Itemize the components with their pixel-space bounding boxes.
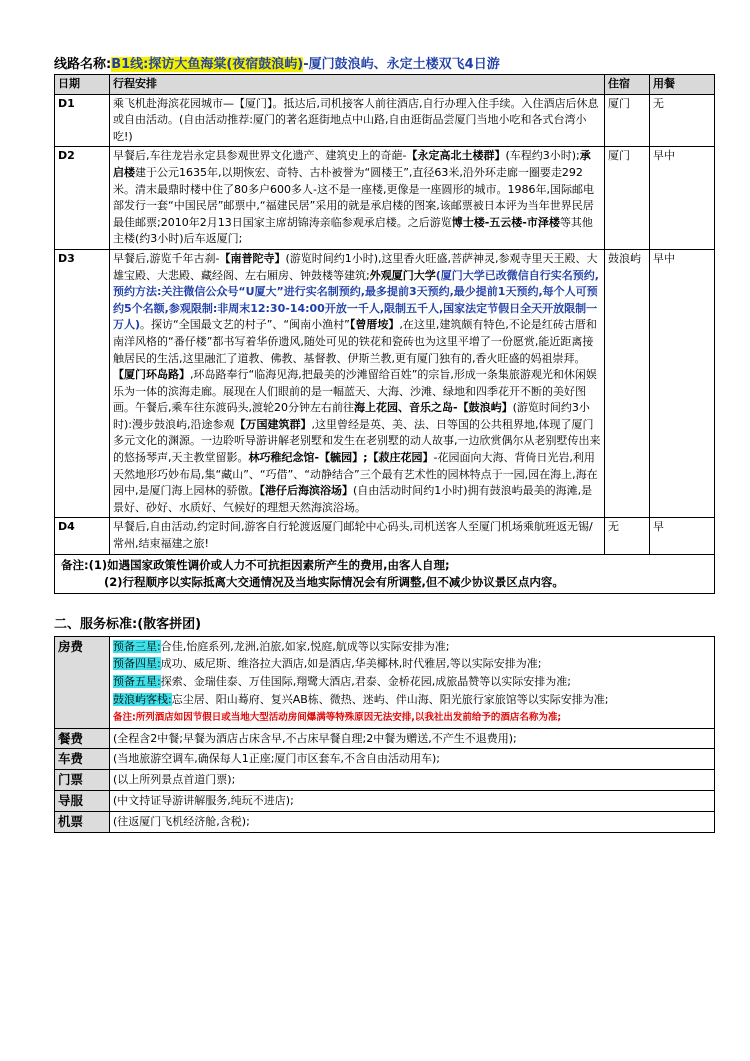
hotel-tier-row: 预备四星:成功、威尼斯、维洛拉大酒店,如是酒店,华美椰林,时代雅居,等以实际安排为准; (113, 657, 542, 671)
service-row (55, 749, 715, 770)
service-row-hotel (55, 636, 715, 728)
day-plan: 乘飞机赴海滨花园城市—【厦门】。抵达后,司机接客人前往酒店,自行办理入住手续。入住酒店后休息或自由活动。(自由活动推荐:厦门的著名逛街地点中山路,自由逛街品尝厦门当地小吃和各式台湾小吃!) (110, 94, 605, 147)
service-label: 门票 (55, 770, 110, 791)
day-stay: 鼓浪屿 (605, 249, 650, 518)
day-meal: 早中 (650, 249, 715, 518)
service-text: (全程含2中餐;早餐为酒店占床含早,不占床早餐自理;2中餐为赠送,不产生不退费用); (110, 728, 715, 749)
service-table (54, 636, 715, 833)
day-meal: 早 (650, 518, 715, 554)
service-label: 房费 (55, 636, 110, 728)
day-plan: 早餐后,车往龙岩永定县参观世界文化遗产、建筑史上的奇葩-【永定高北土楼群】(车程约3小时);承启楼建于公元1635年,以期恢宏、奇特、古朴被誉为“圆楼王”,直径63米,沿外环走廊一圈要走292米。清末最鼎时楼中住了80多户600多人-这不是一座楼,更像是一座圆形的城市。1986年,国际邮电部发行一套“中国民居”邮票中,“福建民居”采用的就是承启楼的图案,该邮票被日本评为当年世界民居最佳邮票;2010年2月13日国家主席胡锦涛亲临参观承启楼。之后游览博士楼-五云楼-市泽楼等其他主楼(约3小时)后车返厦门; (110, 147, 605, 250)
itinerary-notes (55, 554, 715, 593)
route-name (54, 56, 714, 74)
itinerary-table (54, 74, 715, 594)
day-stay: 无 (605, 518, 650, 554)
day-row (55, 249, 715, 518)
hotel-tier-row: 预备五星:探索、金瑞佳泰、万佳国际,翔鹭大酒店,君泰、金桥花园,成旅晶赞等以实际安排为准; (113, 675, 571, 689)
service-row (55, 770, 715, 791)
note-2: (2)行程顺序以实际抵离大交通情况及当地实际情况会有所调整,但不减少协议景区点内容。 (104, 574, 564, 589)
service-text: (中文持证导游讲解服务,纯玩不进店); (110, 791, 715, 812)
service-text: (以上所列景点首道门票); (110, 770, 715, 791)
day-meal: 无 (650, 94, 715, 147)
hotel-tier: 鼓浪屿客栈: (113, 693, 172, 707)
service-label: 车费 (55, 749, 110, 770)
xmu-reservation-notice: (厦门大学已改微信自行实名预约,预约方法:关注微信公众号“U厦大”进行实名制预约,最多提前3天预约,最少提前1天预约,每个人可预约5个名额,参观限制:非周末12:30-14:00开放一千人,限制五千人,国家法定节假日全天开放限制一万人) (113, 268, 599, 332)
note-label: 备注: (61, 557, 89, 572)
header-plan: 行程安排 (110, 75, 605, 95)
header-meal: 用餐 (650, 75, 715, 95)
header-day: 日期 (55, 75, 110, 95)
hotel-note: 备注:所列酒店如因节假日或当地大型活动房间爆满等特殊原因无法安排,以我社出发前给予的酒店名称为准; (113, 711, 562, 723)
service-row (55, 811, 715, 832)
day-label: D3 (55, 249, 110, 518)
day-stay: 厦门 (605, 94, 650, 147)
service-text: (当地旅游空调车,确保每人1正座;厦门市区套车,不含自由活动用车); (110, 749, 715, 770)
hotel-tier-row: 鼓浪屿客栈:忘尘居、阳山蓦府、复兴AB栋、微热、迷屿、伴山海、阳光旅行家旅馆等以实际安排为准; (113, 693, 609, 707)
service-label: 餐费 (55, 728, 110, 749)
day-label: D2 (55, 147, 110, 250)
document-page (54, 56, 714, 833)
hotel-tier-row: 预备三星:合佳,怡庭系列,龙洲,泊旅,如家,悦庭,航成等以实际安排为准; (113, 639, 450, 653)
hotel-list (110, 636, 715, 728)
day-stay: 厦门 (605, 147, 650, 250)
day-row (55, 518, 715, 554)
day-label: D1 (55, 94, 110, 147)
route-highlight: B1线:探访大鱼海棠(夜宿鼓浪屿) (111, 57, 304, 72)
day-meal: 早中 (650, 147, 715, 250)
route-title-rest: -厦门鼓浪屿、永定土楼双飞4日游 (303, 57, 500, 72)
day-row (55, 94, 715, 147)
day-plan: 早餐后,游览千年古刹-【南普陀寺】(游览时间约1小时),这里香火旺盛,菩萨神灵,参观寺里天王殿、大雄宝殿、大悲殿、藏经阁、左右厢房、钟鼓楼等建筑;外观厦门大学(厦门大学已改微信自行实名预约,预约方法:关注微信公众号“U厦大”进行实名制预约,最多提前3天预约,最少提前1天预约,每个人可预约5个名额,参观限制:非周末12:30-14:00开放一千人,限制五千人,国家法定节假日全天开放限制一万人)。探访“全国最文艺的村子”、“闽南小渔村”【曾厝垵】,在这里,建筑颇有特色,不论是红砖古厝和南洋风格的“番仔楼”都书写着华侨遗风,随处可见的铁花和瓷砖也为这里平增了一份愿赏,能近距离接触居民的生活,这里融汇了道教、佛教、基督教、伊斯兰教,更有厦门独有的,香火旺盛的妈祖崇拜。【厦门环岛路】,环岛路奉行“临海见海,把最美的沙滩留给百姓”的宗旨,形成一条集旅游观光和休闲娱乐为一体的滨海走廊。展现在人们眼前的是一幅蓝天、大海、沙滩、绿地和四季花开不断的美好图画。午餐后,乘车往东渡码头,渡轮20分钟左右前往海上花园、音乐之岛-【鼓浪屿】(游览时间约3小时):漫步鼓浪屿,沿途参观【万国建筑群】,这里曾经是英、美、法、日等国的公共租界地,体现了厦门多元文化的渊源。一边聆听导游讲解老别墅和发生在老别墅的动人故事,一边欣赏偶尔从老别墅传出来的悠扬琴声,天主教堂留影。林巧稚纪念馆-【毓园】;【菽庄花园】-花园面向大海、背倚日光岩,利用天然地形巧妙布局,集“藏山”、“巧借”、“动静结合”三个最有艺术性的园林特点于一园,园在海上,海在园中,是厦门海上园林的骄傲。【港仔后海滨浴场】(自由活动时间约1小时)拥有鼓浪屿最美的海滩,是景好、砂好、水质好、气候好的理想天然海滨浴场。 (110, 249, 605, 518)
day-row (55, 147, 715, 250)
itinerary-header-row (55, 75, 715, 95)
service-row (55, 791, 715, 812)
header-stay: 住宿 (605, 75, 650, 95)
itinerary-notes-row (55, 554, 715, 593)
hotel-tier: 预备四星: (113, 657, 161, 671)
service-label: 导服 (55, 791, 110, 812)
service-text: (往返厦门飞机经济舱,含税); (110, 811, 715, 832)
service-row (55, 728, 715, 749)
day-plan: 早餐后,自由活动,约定时间,游客自行轮渡返厦门邮轮中心码头,司机送客人至厦门机场乘航班返无锡/常州,结束福建之旅! (110, 518, 605, 554)
service-label: 机票 (55, 811, 110, 832)
note-1: (1)如遇国家政策性调价或人力不可抗拒因素所产生的费用,由客人自理; (88, 557, 450, 572)
route-label: 线路名称: (54, 57, 112, 72)
hotel-tier: 预备三星: (113, 639, 161, 653)
day-label: D4 (55, 518, 110, 554)
hotel-tier: 预备五星: (113, 675, 161, 689)
service-section-title: 二、服务标准:(散客拼团) (54, 616, 202, 632)
